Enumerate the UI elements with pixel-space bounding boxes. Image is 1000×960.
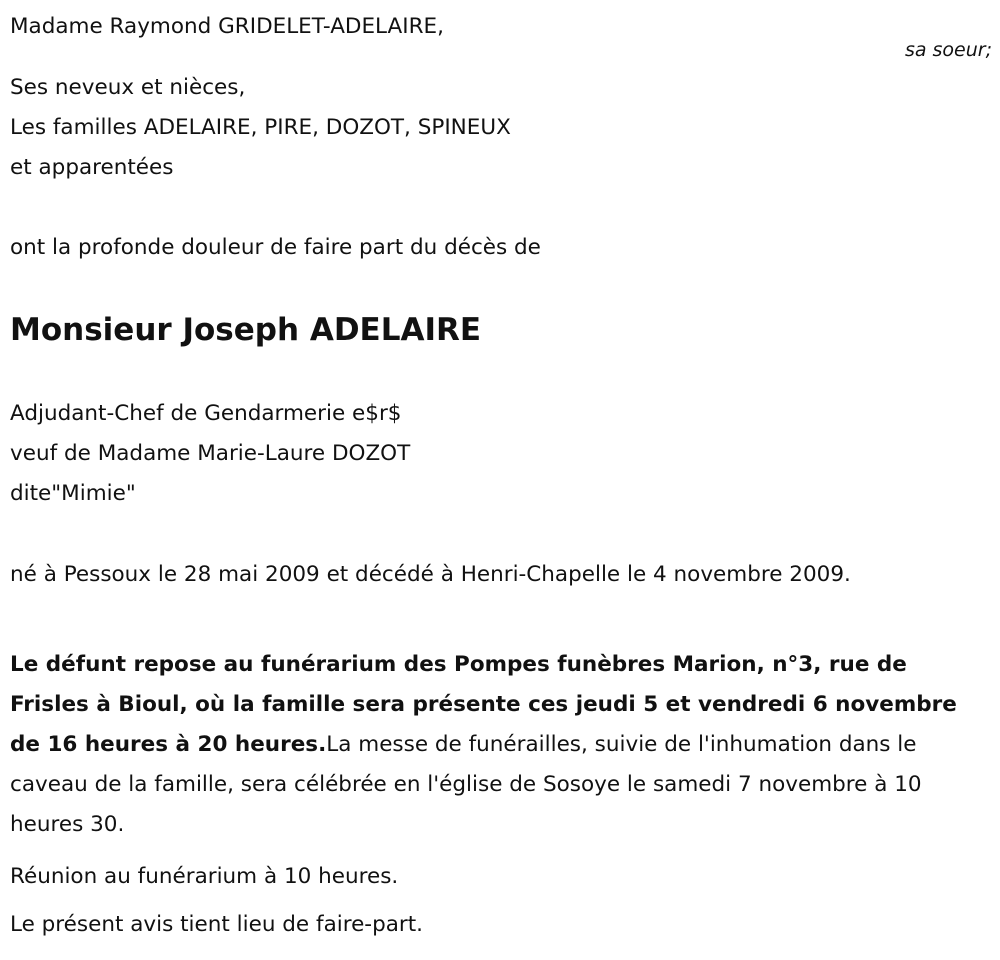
- notice-line: Le présent avis tient lieu de faire-part.: [10, 912, 423, 937]
- widower-line: veuf de Madame Marie-Laure DOZOT: [10, 441, 411, 466]
- funeral-paragraph: [10, 645, 975, 845]
- sister-role: sa soeur;: [904, 39, 992, 61]
- meeting-line: Réunion au funérarium à 10 heures.: [10, 864, 399, 889]
- related-line: et apparentées: [10, 155, 174, 180]
- funeral-bold: Le défunt repose au funérarium des Pompes funèbres Marion, n°3, rue de Frisles à Bioul, où la famille sera présente ces jeudi 5 et vendredi 6 novembre de 16 heures à 20 heures.: [10, 652, 957, 757]
- families-line: Les familles ADELAIRE, PIRE, DOZOT, SPINEUX: [10, 115, 511, 140]
- funeral-normal: La messe de funérailles, suivie de l'inhumation dans le caveau de la famille, sera célébrée en l'église de Sosoye le samedi 7 novembre à 10 heures 30.: [10, 732, 922, 837]
- deceased-name: Monsieur Joseph ADELAIRE: [10, 312, 482, 348]
- rank-line: Adjudant-Chef de Gendarmerie e$r$: [10, 401, 402, 426]
- announcement: ont la profonde douleur de faire part du décès de: [10, 235, 541, 260]
- nickname-line: dite"Mimie": [10, 481, 136, 506]
- sister-line: Madame Raymond GRIDELET-ADELAIRE,: [10, 14, 444, 39]
- nephews-line: Ses neveux et nièces,: [10, 75, 246, 100]
- birth-death: né à Pessoux le 28 mai 2009 et décédé à Henri-Chapelle le 4 novembre 2009.: [10, 562, 851, 587]
